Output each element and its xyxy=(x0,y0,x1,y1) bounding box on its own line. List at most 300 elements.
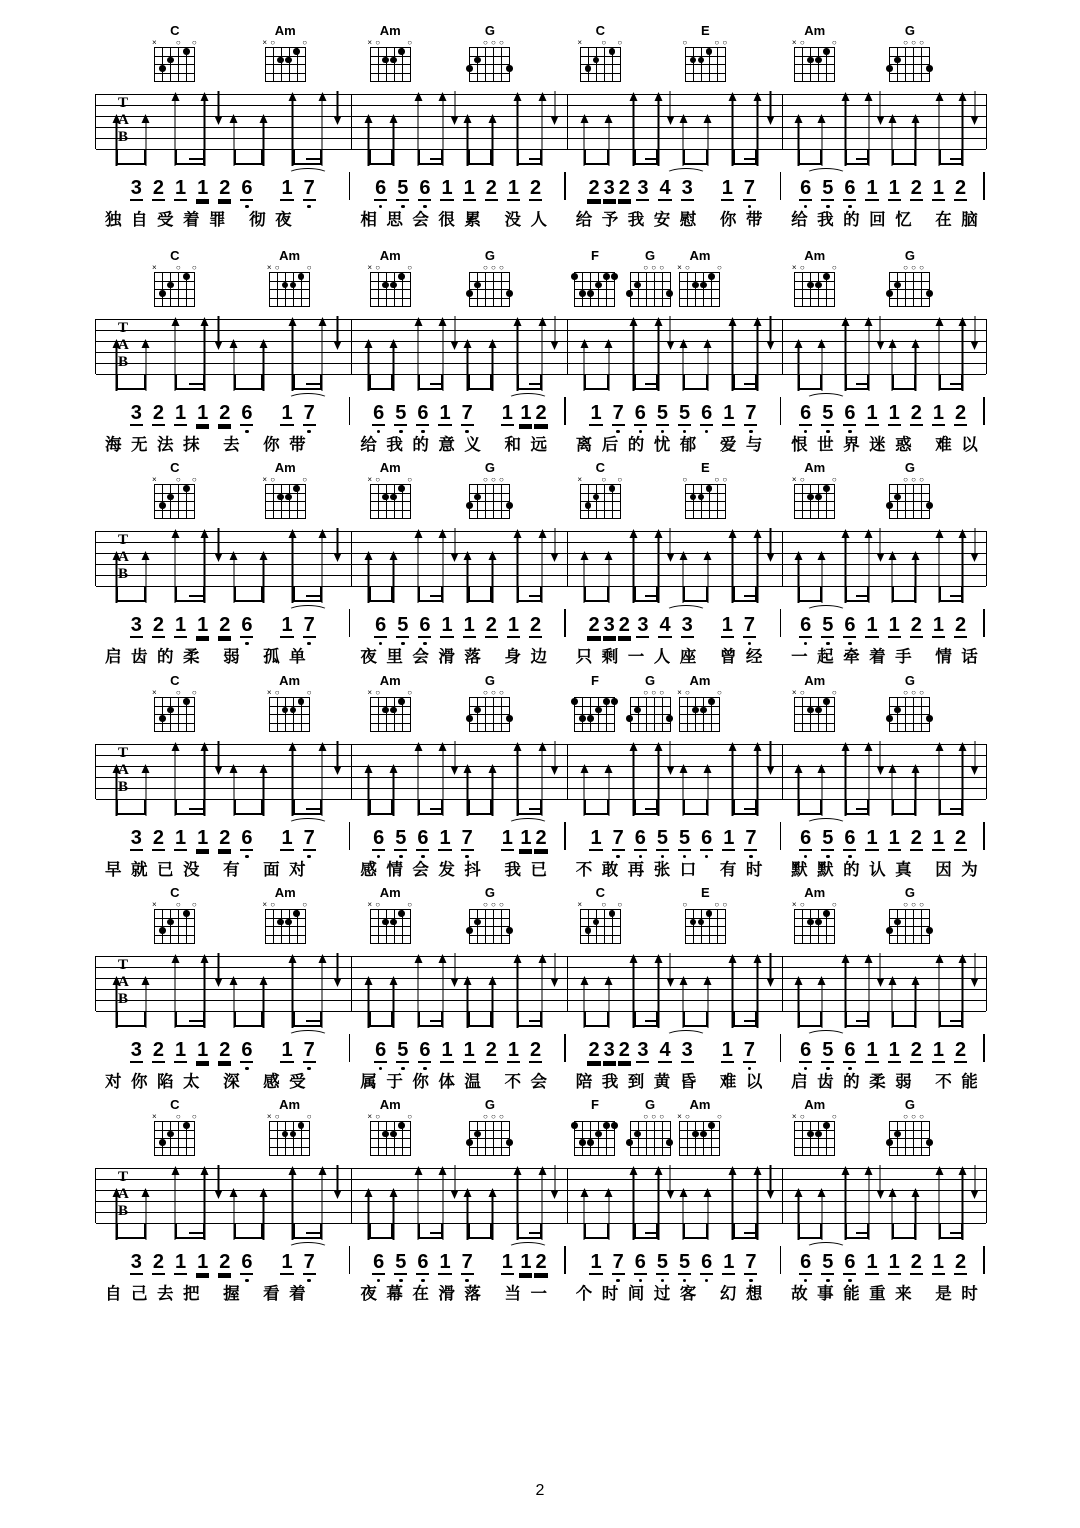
open-string-icon: ○ xyxy=(643,687,649,697)
jianpu-note: 6 xyxy=(800,402,812,424)
chord-name: G xyxy=(904,23,916,38)
arrow-stem xyxy=(454,953,456,979)
finger-dot xyxy=(926,1139,933,1146)
grid-fret-line xyxy=(794,289,835,290)
jianpu-note: 7 xyxy=(303,402,315,424)
grid-fret-line xyxy=(469,1121,510,1122)
finger-dot xyxy=(293,48,300,55)
arrow-head xyxy=(888,764,896,773)
open-string-icon: ○ xyxy=(831,474,837,484)
jianpu-note: 1 xyxy=(520,402,532,424)
tab-letter: B xyxy=(118,354,129,370)
jianpu-note: 1 xyxy=(281,402,293,424)
jianpu-note: 2 xyxy=(618,177,630,199)
finger-dot xyxy=(815,707,822,714)
tab-letter: T xyxy=(118,957,129,973)
grid-fret-line xyxy=(794,1121,835,1122)
grid-fret-line xyxy=(580,484,621,485)
open-string-icon: ○ xyxy=(682,37,688,47)
chord-diagram-F xyxy=(573,1098,617,1156)
chord-diagram-Am xyxy=(678,249,722,307)
finger-dot xyxy=(183,273,190,280)
grid-fret-line xyxy=(794,935,835,936)
arrow-stem xyxy=(974,1165,976,1191)
grid-fret-line xyxy=(794,731,835,732)
arrow-head xyxy=(142,1188,150,1197)
open-string-icon: ○ xyxy=(306,1111,312,1121)
chord-name: Am xyxy=(274,460,296,475)
jianpu-note: 6 xyxy=(844,827,856,849)
arrow-head xyxy=(488,339,496,348)
jianpu-note: 1 xyxy=(888,1251,900,1273)
chord-name: Am xyxy=(279,248,301,263)
arrow-head xyxy=(605,1188,613,1197)
muted-string-icon: × xyxy=(262,474,268,484)
lyric-measure: 给我的回忆 在脑 xyxy=(791,211,988,229)
chord-grid xyxy=(791,687,837,732)
arrow-stem xyxy=(669,316,671,342)
grid-fret-line xyxy=(469,81,510,82)
chord-diagram-Am xyxy=(793,674,837,732)
open-string-icon: ○ xyxy=(482,262,488,272)
note-beam xyxy=(468,799,493,815)
jianpu-note: 1 xyxy=(590,1251,602,1273)
lyric-measure: 感情会发抖 我已 xyxy=(360,861,557,879)
arrow-stem xyxy=(218,316,220,342)
tab-letter: B xyxy=(118,1203,129,1219)
note-beam xyxy=(634,799,659,815)
grid-fret-line xyxy=(794,918,835,919)
open-string-icon: ○ xyxy=(919,37,924,47)
arrow-head xyxy=(841,317,849,326)
chord-name: C xyxy=(595,23,605,38)
arrow-head xyxy=(888,339,896,348)
grid-fret-line xyxy=(269,281,310,282)
tab-staff xyxy=(95,94,986,149)
chord-diagram-G xyxy=(468,24,512,82)
jianpu-note: 1 xyxy=(441,177,453,199)
finger-dot xyxy=(298,273,305,280)
note-beam xyxy=(468,374,493,390)
arrow-stem xyxy=(770,528,772,554)
finger-dot xyxy=(506,65,513,72)
note-beam xyxy=(175,149,204,165)
arrow-head xyxy=(729,317,737,326)
note-beam xyxy=(418,586,443,602)
strum-down-arrow xyxy=(766,1165,775,1199)
arrow-head xyxy=(318,742,326,751)
strum-down-arrow xyxy=(970,91,979,125)
note-beam xyxy=(939,1223,962,1239)
finger-dot xyxy=(815,494,822,501)
grid-fret-line xyxy=(370,518,411,519)
arrow-head xyxy=(666,116,674,125)
arrow-stem xyxy=(554,741,556,767)
note-beam xyxy=(234,1011,263,1027)
jianpu-note: 1 xyxy=(501,827,513,849)
finger-dot xyxy=(708,273,715,280)
grid-fret-line xyxy=(889,926,930,927)
grid-fret-line xyxy=(889,1121,930,1122)
open-string-icon: ○ xyxy=(601,474,607,484)
chord-grid xyxy=(367,262,413,307)
jianpu-row xyxy=(95,395,985,433)
finger-dot xyxy=(815,1131,822,1138)
arrow-head xyxy=(551,553,559,562)
open-string-icon: ○ xyxy=(903,262,908,272)
jianpu-row xyxy=(95,1032,985,1070)
grid-fret-line xyxy=(370,56,411,57)
note-beam xyxy=(175,586,204,602)
arrow-head xyxy=(935,1166,943,1175)
strum-down-arrow xyxy=(666,316,675,350)
arrow-stem xyxy=(218,741,220,767)
chord-grid xyxy=(152,474,197,519)
grid-fret-line xyxy=(630,714,671,715)
chord-name: G xyxy=(904,460,916,475)
tab-measure xyxy=(782,531,987,586)
tab-measure xyxy=(567,94,783,149)
note-beam xyxy=(939,149,962,165)
jianpu-note: 4 xyxy=(659,177,671,199)
system-row-6 xyxy=(0,1094,1080,1306)
grid-fret-line xyxy=(580,943,621,944)
arrow-head xyxy=(580,551,588,560)
chord-diagram-F xyxy=(573,249,617,307)
note-beam xyxy=(517,586,542,602)
chord-name: G xyxy=(484,23,495,38)
note-beam xyxy=(369,149,394,165)
note-beam xyxy=(798,1011,821,1027)
lyric-measure: 给予我安慰 你带 xyxy=(575,211,772,229)
arrow-head xyxy=(112,764,120,773)
arrow-head xyxy=(794,551,802,560)
arrow-head xyxy=(230,1188,238,1197)
lyric-measure: 故事能重来 是时 xyxy=(791,1285,988,1303)
grid-fret-line xyxy=(370,1130,411,1131)
open-string-icon: ○ xyxy=(191,474,197,484)
jianpu-note: 6 xyxy=(417,827,429,849)
grid-fret-line xyxy=(685,73,726,74)
grid-fret-line xyxy=(794,272,835,273)
arrow-head xyxy=(414,529,422,538)
grid-fret-line xyxy=(794,501,835,502)
jianpu-note: 1 xyxy=(197,402,209,424)
arrow-head xyxy=(753,317,761,326)
finger-dot xyxy=(706,485,713,492)
finger-dot xyxy=(708,698,715,705)
grid-fret-line xyxy=(154,731,195,732)
chord-diagram-G xyxy=(628,1098,672,1156)
grid-fret-line xyxy=(685,935,726,936)
jianpu-note: 6 xyxy=(375,1039,387,1061)
grid-fret-line xyxy=(889,1138,930,1139)
tab-measure xyxy=(567,1168,783,1223)
open-string-icon: ○ xyxy=(799,899,805,909)
strum-down-arrow xyxy=(550,528,559,562)
arrow-head xyxy=(794,976,802,985)
grid-fret-line xyxy=(469,306,510,307)
note-beam xyxy=(517,1011,542,1027)
arrow-head xyxy=(654,954,662,963)
lyric-measure: 给我的意义 和远 xyxy=(360,436,557,454)
jianpu-row xyxy=(95,607,985,645)
strum-down-arrow xyxy=(766,528,775,562)
grid-fret-line xyxy=(679,731,720,732)
note-beam xyxy=(116,586,145,602)
jianpu-measure xyxy=(95,1032,350,1070)
chord-diagram-Am xyxy=(268,674,312,732)
grid-fret-line xyxy=(794,1155,835,1156)
arrow-head xyxy=(171,92,179,101)
arrow-head xyxy=(171,954,179,963)
jianpu-note: 1 xyxy=(507,614,519,636)
open-string-icon: ○ xyxy=(375,474,381,484)
arrow-head xyxy=(876,978,884,987)
open-string-icon: ○ xyxy=(191,899,197,909)
jianpu-note: 2 xyxy=(529,614,542,636)
jianpu-note: 6 xyxy=(419,1039,431,1061)
jianpu-note: 2 xyxy=(535,402,547,424)
grid-fret-line xyxy=(370,298,411,299)
muted-string-icon: × xyxy=(577,37,583,47)
note-beam xyxy=(234,586,263,602)
jianpu-note: 1 xyxy=(501,402,513,424)
jianpu-measure xyxy=(350,607,565,645)
tab-measure xyxy=(351,531,567,586)
arrow-head xyxy=(333,341,341,350)
lyrics-row xyxy=(95,206,988,230)
grid-fret-line xyxy=(370,943,411,944)
grid-fret-line xyxy=(794,298,835,299)
jianpu-note: 1 xyxy=(197,1039,209,1061)
arrow-head xyxy=(439,1166,447,1175)
grid-fret-line xyxy=(370,289,411,290)
chord-name: G xyxy=(484,460,495,475)
grid-fret-line xyxy=(685,510,726,511)
arrow-head xyxy=(666,1190,674,1199)
chord-grid xyxy=(889,1111,930,1156)
finger-dot xyxy=(807,57,814,64)
grid-fret-line xyxy=(889,298,930,299)
note-beam xyxy=(418,1011,443,1027)
jianpu-measure xyxy=(95,170,350,208)
chord-name: Am xyxy=(379,23,401,38)
chord-grid xyxy=(577,899,623,944)
arrow-stem xyxy=(337,953,339,979)
grid-fret-line xyxy=(265,493,306,494)
tab-measure xyxy=(567,531,783,586)
arrow-head xyxy=(439,742,447,751)
grid-fret-line xyxy=(630,1147,671,1148)
grid-fret-line xyxy=(265,926,306,927)
note-beam xyxy=(845,374,868,390)
tab-letter: A xyxy=(118,337,129,353)
arrow-head xyxy=(605,551,613,560)
open-string-icon: ○ xyxy=(498,1111,504,1121)
arrow-head xyxy=(630,317,638,326)
open-string-icon: ○ xyxy=(498,474,504,484)
arrow-head xyxy=(912,976,920,985)
grid-fret-line xyxy=(154,943,195,944)
muted-string-icon: × xyxy=(577,899,583,909)
grid-fret-line xyxy=(794,47,835,48)
open-string-icon: ○ xyxy=(191,37,197,47)
chord-name: Am xyxy=(804,673,826,688)
finger-dot xyxy=(603,1122,610,1129)
jianpu-note: 2 xyxy=(954,614,967,636)
note-beam xyxy=(175,799,204,815)
note-beam xyxy=(584,374,609,390)
arrow-head xyxy=(365,976,373,985)
arrow-head xyxy=(679,551,687,560)
arrow-head xyxy=(513,1166,521,1175)
finger-dot xyxy=(579,715,586,722)
open-string-icon: ○ xyxy=(274,262,280,272)
open-string-icon: ○ xyxy=(407,474,413,484)
arrow-head xyxy=(488,114,496,123)
grid-fret-line xyxy=(580,56,621,57)
grid-fret-line xyxy=(370,484,411,485)
strum-down-arrow xyxy=(970,953,979,987)
arrow-head xyxy=(971,978,979,987)
arrow-stem xyxy=(974,741,976,767)
note-beam xyxy=(683,149,708,165)
open-string-icon: ○ xyxy=(903,1111,908,1121)
jianpu-note: 3 xyxy=(603,614,615,636)
tab-letter: A xyxy=(118,549,129,565)
arrow-stem xyxy=(218,1165,220,1191)
arrow-stem xyxy=(879,528,881,554)
open-string-icon: ○ xyxy=(306,262,312,272)
grid-fret-line xyxy=(630,731,671,732)
jianpu-note: 5 xyxy=(395,827,407,849)
tab-staff xyxy=(95,531,986,586)
open-string-icon: ○ xyxy=(799,262,805,272)
arrow-head xyxy=(201,1166,209,1175)
arrow-head xyxy=(318,529,326,538)
note-beam xyxy=(234,374,263,390)
jianpu-row xyxy=(95,820,985,858)
open-string-icon: ○ xyxy=(375,899,381,909)
chord-grid xyxy=(677,1111,722,1156)
arrow-head xyxy=(865,742,873,751)
note-beam xyxy=(892,1011,915,1027)
tab-measure xyxy=(351,1168,567,1223)
strum-down-arrow xyxy=(333,316,342,350)
lyrics-row xyxy=(95,1280,988,1304)
chord-diagram-G xyxy=(888,674,932,732)
arrow-stem xyxy=(770,953,772,979)
grid-fret-line xyxy=(265,918,306,919)
finger-dot xyxy=(159,715,166,722)
open-string-icon: ○ xyxy=(685,262,690,272)
arrow-head xyxy=(794,339,802,348)
jianpu-note: 6 xyxy=(844,177,856,199)
tab-letter: B xyxy=(118,779,129,795)
jianpu-note: 1 xyxy=(281,1039,293,1061)
arrow-head xyxy=(230,551,238,560)
note-beam xyxy=(892,799,915,815)
arrow-head xyxy=(818,339,826,348)
chord-name: G xyxy=(904,1097,916,1112)
chord-diagram-Am xyxy=(678,1098,722,1156)
jianpu-note: 6 xyxy=(417,402,429,424)
arrow-head xyxy=(464,339,472,348)
finger-dot xyxy=(398,1122,405,1129)
arrow-head xyxy=(841,742,849,751)
open-string-icon: ○ xyxy=(270,37,276,47)
jianpu-note: 6 xyxy=(373,402,385,424)
arrow-head xyxy=(753,529,761,538)
chord-name: G xyxy=(645,1097,656,1112)
strum-down-arrow xyxy=(666,528,675,562)
jianpu-note: 6 xyxy=(373,1251,385,1273)
finger-dot xyxy=(167,494,174,501)
arrow-head xyxy=(464,764,472,773)
grid-fret-line xyxy=(469,697,510,698)
arrow-head xyxy=(464,976,472,985)
open-string-icon: ○ xyxy=(498,687,504,697)
chord-grid xyxy=(630,687,671,732)
open-string-icon: ○ xyxy=(911,474,916,484)
jianpu-note: 1 xyxy=(439,1251,451,1273)
grid-fret-line xyxy=(154,935,195,936)
arrow-head xyxy=(215,116,223,125)
grid-fret-line xyxy=(794,1130,835,1131)
arrow-head xyxy=(389,114,397,123)
arrow-head xyxy=(488,1188,496,1197)
finger-dot xyxy=(159,1139,166,1146)
grid-fret-line xyxy=(269,1121,310,1122)
finger-dot xyxy=(894,57,901,64)
finger-dot xyxy=(277,919,284,926)
chord-name: Am xyxy=(279,673,301,688)
finger-dot xyxy=(926,502,933,509)
strum-down-arrow xyxy=(333,528,342,562)
open-string-icon: ○ xyxy=(911,687,916,697)
jianpu-note: 2 xyxy=(152,177,164,199)
chord-grid xyxy=(262,474,308,519)
grid-fret-line xyxy=(154,510,195,511)
arrow-head xyxy=(365,339,373,348)
arrow-head xyxy=(766,341,774,350)
tab-measure xyxy=(96,956,352,1011)
grid-fret-line xyxy=(794,56,835,57)
jianpu-note: 7 xyxy=(745,1251,757,1273)
arrow-head xyxy=(888,551,896,560)
jianpu-note: 2 xyxy=(219,1251,231,1273)
arrow-head xyxy=(935,954,943,963)
arrow-head xyxy=(704,976,712,985)
tab-measure xyxy=(782,956,987,1011)
strum-down-arrow xyxy=(876,528,885,562)
open-string-icon: ○ xyxy=(482,899,488,909)
jianpu-note: 7 xyxy=(303,1039,315,1061)
arrow-head xyxy=(704,339,712,348)
arrow-head xyxy=(841,529,849,538)
finger-dot xyxy=(382,1131,389,1138)
lyric-measure: 个时间过客 幻想 xyxy=(575,1285,772,1303)
finger-dot xyxy=(603,698,610,705)
strum-down-arrow xyxy=(214,528,223,562)
finger-dot xyxy=(690,57,697,64)
jianpu-note: 6 xyxy=(373,827,385,849)
chord-name: Am xyxy=(804,1097,826,1112)
jianpu-note: 1 xyxy=(281,614,293,636)
arrow-stem xyxy=(669,1165,671,1191)
arrow-head xyxy=(333,553,341,562)
